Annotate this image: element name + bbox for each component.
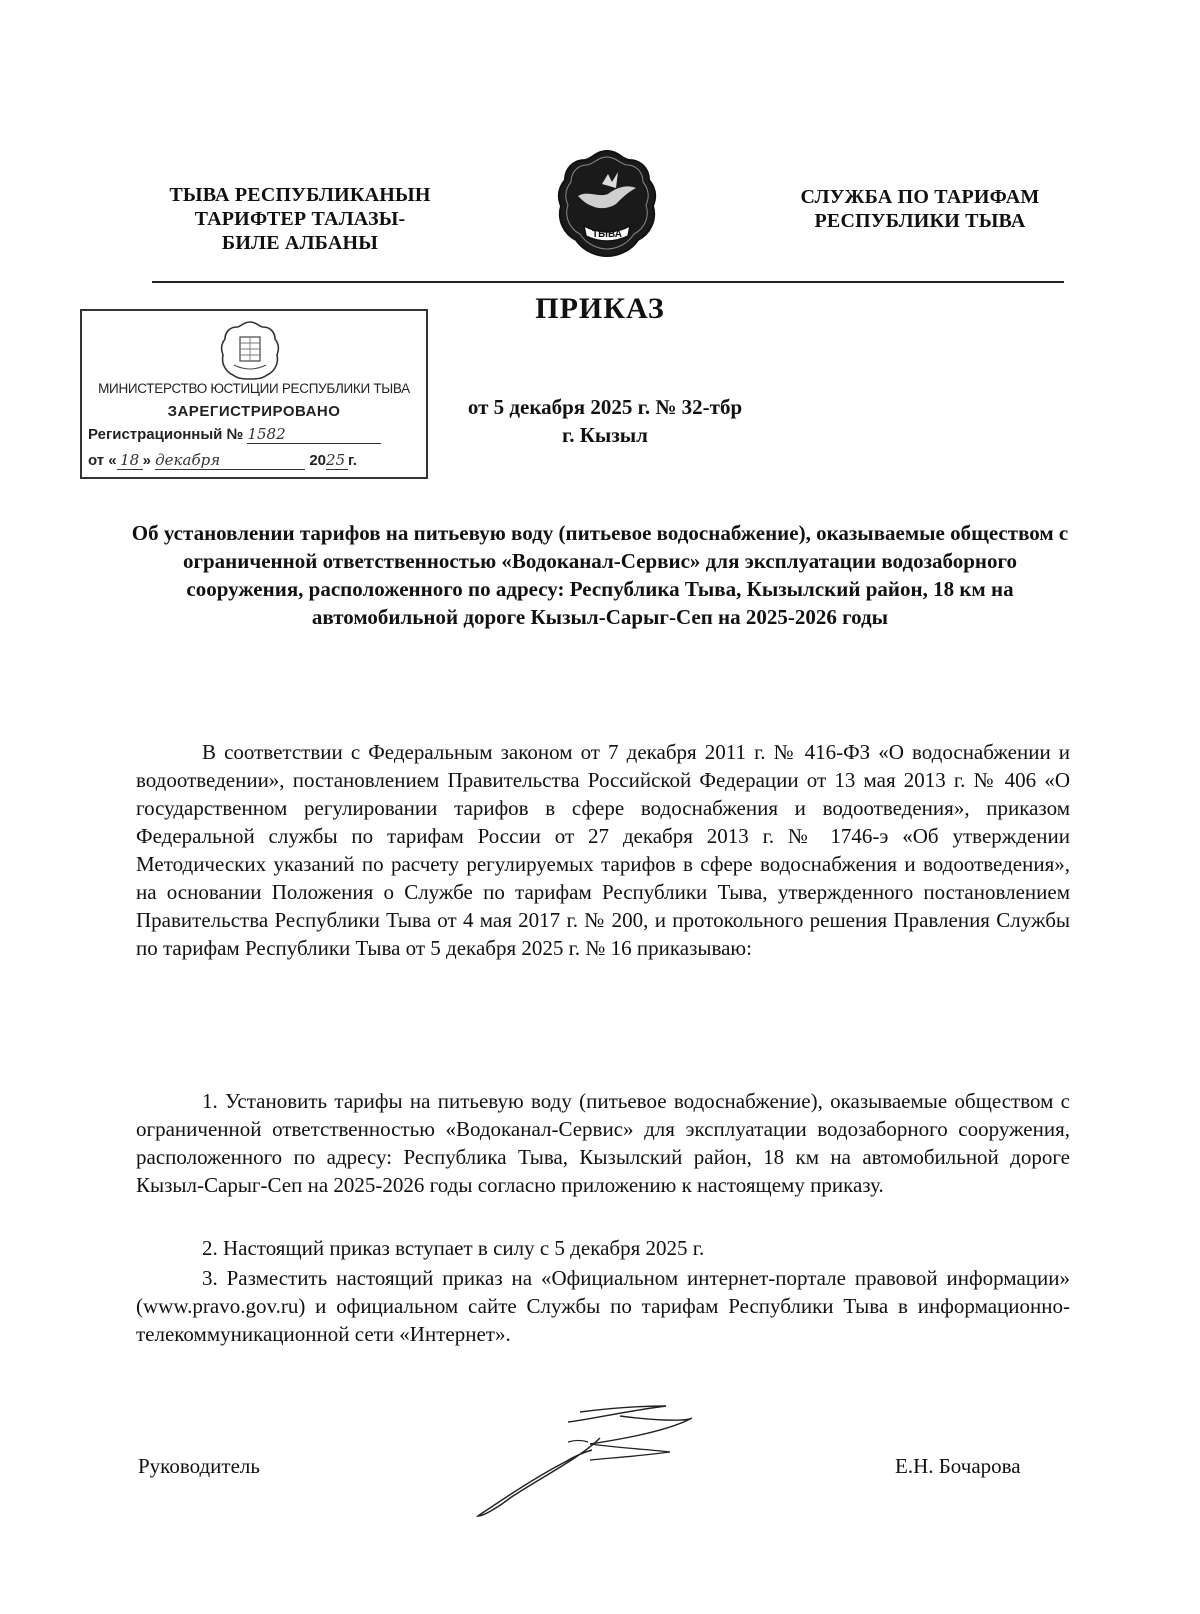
signatory-position: Руководитель bbox=[138, 1454, 260, 1478]
coat-of-arms-emblem bbox=[556, 148, 658, 260]
header-divider bbox=[152, 281, 1064, 283]
stamp-date-year-prefix: 20 bbox=[309, 452, 327, 469]
handwritten-signature bbox=[470, 1398, 720, 1528]
header-left-line: ТЫВА РЕСПУБЛИКАНЫН bbox=[169, 184, 431, 206]
order-item-2: 2. Настоящий приказ вступает в силу с 5 декабря 2025 г. bbox=[202, 1236, 705, 1260]
registration-stamp bbox=[80, 309, 428, 479]
stamp-date-month: декабря bbox=[155, 451, 221, 469]
header-left-line: ТАРИФТЕР ТАЛАЗЫ- bbox=[194, 208, 406, 230]
header-right-line: СЛУЖБА ПО ТАРИФАМ bbox=[800, 186, 1040, 208]
stamp-date-suffix: г. bbox=[348, 452, 357, 469]
document-title: ПРИКАЗ bbox=[535, 292, 665, 325]
header-left-org bbox=[130, 183, 470, 255]
order-subject: Об установлении тарифов на питьевую воду (питьевое водоснабжение), оказываемые обществом с ограниченной ответственностью «Водоканал-Сервис» для эксплуатации водозаборного сооружения, расположенного по адресу: Республика Тыва, Кызылский район, 18 км на автомобильной дороге Кызыл-Сарыг-Сеп на 2025-2026 годы bbox=[131, 521, 1069, 629]
order-date: от 5 декабря 2025 г. № 32-тбр bbox=[467, 395, 743, 419]
emblem-ribbon-text: ТЫВА bbox=[592, 229, 622, 240]
order-date-block bbox=[430, 393, 780, 449]
order-city: г. Кызыл bbox=[562, 423, 648, 447]
order-item-1: 1. Установить тарифы на питьевую воду (питьевое водоснабжение), оказываемые обществом с ограниченной ответственностью «Водоканал-Сервис» для эксплуатации водозаборного сооружения, расположенного по адресу: Республика Тыва, Кызылский район, 18 км на автомобильной дороге Кызыл-Сарыг-Сеп на 2025-2026 годы согласно приложению к настоящему приказу. bbox=[136, 1089, 1070, 1197]
stamp-reg-line bbox=[88, 425, 381, 444]
stamp-reg-number: 1582 bbox=[247, 425, 286, 443]
header-right-line: РЕСПУБЛИКИ ТЫВА bbox=[814, 210, 1026, 232]
signatory-name: Е.Н. Бочарова bbox=[895, 1454, 1021, 1478]
header-left-line: БИЛЕ АЛБАНЫ bbox=[221, 232, 379, 254]
stamp-date-line bbox=[88, 451, 357, 470]
stamp-ministry-text: МИНИСТЕРСТВО ЮСТИЦИИ РЕСПУБЛИКИ ТЫВА bbox=[98, 381, 410, 396]
stamp-date-year: 25 bbox=[326, 451, 346, 469]
stamp-emblem-icon bbox=[220, 319, 280, 381]
stamp-status-text: ЗАРЕГИСТРИРОВАНО bbox=[167, 403, 341, 420]
stamp-date-day: 18 bbox=[120, 451, 140, 469]
order-item-3: 3. Разместить настоящий приказ на «Официальном интернет-портале правовой информации» (www.pravo.gov.ru) и официальном сайте Службы по тарифам Республики Тыва в информационно-телекоммуникационной сети «Интернет». bbox=[136, 1266, 1070, 1346]
stamp-date-mid: » bbox=[142, 452, 151, 469]
stamp-reg-label: Регистрационный № bbox=[88, 426, 244, 443]
stamp-date-prefix: от « bbox=[88, 452, 117, 469]
intro-paragraph: В соответствии с Федеральным законом от 7 декабря 2011 г. № 416-ФЗ «О водоснабжении и водоотведении», постановлением Правительства Российской Федерации от 13 мая 2013 г. № 406 «О государственном регулировании тарифов в сфере водоснабжения и водоотведения», приказом Федеральной службы по тарифам России от 27 декабря 2013 г. № 1746-э «Об утверждении Методических указаний по расчету регулируемых тарифов в сфере водоснабжения и водоотведения», на основании Положения о Службе по тарифам Республики Тыва, утвержденного постановлением Правительства Республики Тыва от 4 мая 2017 г. № 200, и протокольного решения Правления Службы по тарифам Республики Тыва от 5 декабря 2025 г. № 16 приказываю: bbox=[136, 740, 1070, 960]
header-right-org bbox=[770, 185, 1070, 233]
